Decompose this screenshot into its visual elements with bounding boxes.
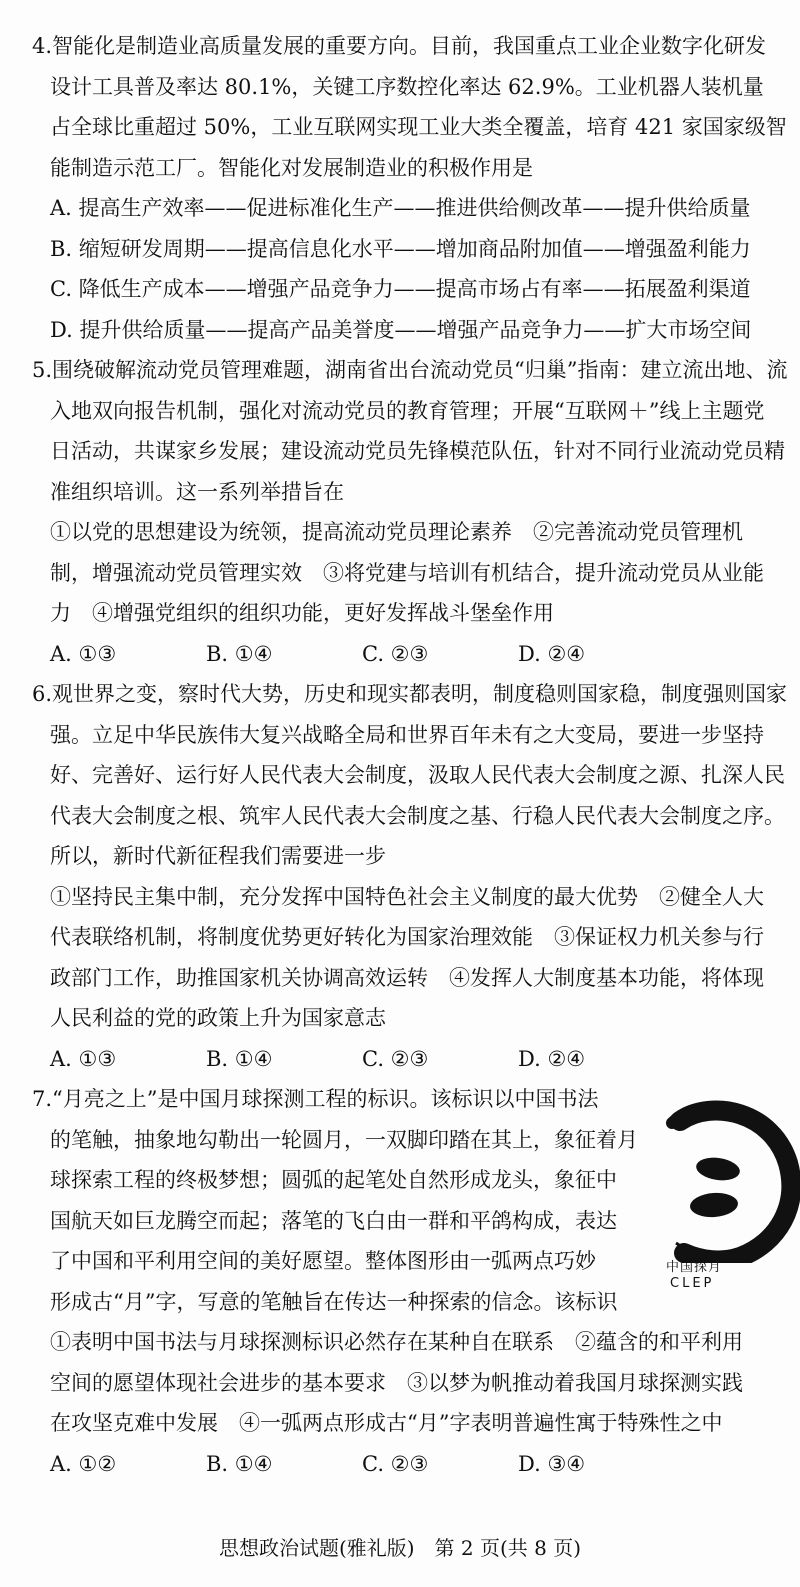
question-4-option-a: A. 提高生产效率——促进标准化生产——推进供给侧改革——提升供给质量 — [50, 196, 751, 220]
logo-text-en: CLEP — [670, 1276, 715, 1291]
choice-d: D. ②④ — [518, 1046, 586, 1071]
question-7 — [32, 1079, 780, 1484]
question-5-statement-line: 力 ④增强党组织的组织功能，更好发挥战斗堡垒作用 — [50, 601, 554, 625]
choice-c: C. ②③ — [362, 1451, 429, 1476]
question-6-statement-line: ①坚持民主集中制，充分发挥中国特色社会主义制度的最大优势 ②健全人大 — [50, 884, 764, 909]
question-5 — [32, 350, 788, 674]
question-5-statement-line: ①以党的思想建设为统领，提高流动党员理论素养 ②完善流动党员管理机 — [50, 520, 743, 544]
choice-d: D. ②④ — [518, 641, 586, 666]
question-6-stem-line: 6.观世界之变，察时代大势，历史和现实都表明，制度稳则国家稳，制度强则国家 — [32, 682, 788, 706]
question-6-stem-line: 强。立足中华民族伟大复兴战略全局和世界百年未有之大变局，要进一步坚持 — [50, 722, 764, 747]
question-6-statement-line: 政部门工作，助推国家机关协调高效运转 ④发挥人大制度基本功能，将体现 — [50, 965, 764, 990]
question-7-statement-line: 在攻坚克难中发展 ④一弧两点形成古“月”字表明普遍性寓于特殊性之中 — [50, 1411, 723, 1435]
choice-a: A. ①② — [50, 1451, 117, 1476]
question-6-stem-line: 代表大会制度之根、筑牢人民代表大会制度之基、行稳人民代表大会制度之序。 — [50, 803, 785, 828]
question-4 — [32, 26, 787, 350]
question-7-statement-line: ①表明中国书法与月球探测标识必然存在某种自在联系 ②蕴含的和平利用 — [50, 1330, 743, 1354]
page-footer: 思想政治试题(雅礼版) 第 2 页(共 8 页) — [218, 1536, 582, 1560]
question-5-stem-line: 5.围绕破解流动党员管理难题，湖南省出台流动党员“归巢”指南：建立流出地、流 — [32, 358, 788, 382]
choice-d: D. ③④ — [518, 1451, 586, 1476]
choice-a: A. ①③ — [50, 1046, 117, 1071]
choice-a: A. ①③ — [50, 641, 117, 666]
question-7-stem-line: 国航天如巨龙腾空而起；落笔的飞白由一群和平鸽构成，表达 — [50, 1208, 617, 1233]
moon-calligraphy-icon — [632, 1093, 800, 1263]
question-7-stem-line: 了中国和平利用空间的美好愿望。整体图形由一弧两点巧妙 — [50, 1249, 596, 1273]
question-5-stem-line: 准组织培训。这一系列举措旨在 — [50, 479, 344, 504]
logo-text-cn: 中国探月 — [666, 1260, 723, 1275]
question-6 — [32, 674, 788, 1079]
question-4-stem-line: 能制造示范工厂。智能化对发展制造业的积极作用是 — [50, 155, 533, 180]
choice-b: B. ①④ — [206, 641, 273, 666]
question-4-option-b: B. 缩短研发周期——提高信息化水平——增加商品附加值——增强盈利能力 — [50, 236, 751, 261]
exam-page — [32, 26, 788, 1484]
question-6-choices — [32, 1039, 780, 1080]
question-7-stem-line: 球探索工程的终极梦想；圆弧的起笔处自然形成龙头，象征中 — [50, 1168, 617, 1192]
question-4-stem-line: 设计工具普及率达 80.1%，关键工序数控化率达 62.9%。工业机器人装机量 — [50, 74, 764, 99]
question-5-statement-line: 制，增强流动党员管理实效 ③将党建与培训有机结合，提升流动党员从业能 — [50, 560, 764, 585]
choice-b: B. ①④ — [206, 1451, 273, 1476]
question-6-stem-line: 所以，新时代新征程我们需要进一步 — [50, 844, 386, 868]
question-5-stem-line: 入地双向报告机制，强化对流动党员的教育管理；开展“互联网＋”线上主题党 — [50, 398, 765, 423]
question-5-stem-line: 日活动，共谋家乡发展；建设流动党员先锋模范队伍，针对不同行业流动党员精 — [50, 439, 785, 463]
question-7-statement-line: 空间的愿望体现社会进步的基本要求 ③以梦为帆推动着我国月球探测实践 — [50, 1370, 743, 1395]
question-7-stem-line: 的笔触，抽象地勾勒出一轮圆月，一双脚印踏在其上，象征着月 — [50, 1127, 638, 1152]
question-4-stem-line: 占全球比重超过 50%，工业互联网实现工业大类全覆盖，培育 421 家国家级智 — [50, 115, 787, 139]
question-4-stem-line: 4.智能化是制造业高质量发展的重要方向。目前，我国重点工业企业数字化研发 — [32, 34, 767, 58]
question-7-stem-line: 7.“月亮之上”是中国月球探测工程的标识。该标识以中国书法 — [32, 1087, 599, 1111]
question-6-statement-line: 人民利益的党的政策上升为国家意志 — [50, 1006, 386, 1030]
question-5-choices — [32, 634, 780, 675]
question-4-option-d: D. 提升供给质量——提高产品美誉度——增强产品竞争力——扩大市场空间 — [50, 317, 752, 342]
choice-c: C. ②③ — [362, 641, 429, 666]
choice-c: C. ②③ — [362, 1046, 429, 1071]
choice-b: B. ①④ — [206, 1046, 273, 1071]
question-6-stem-line: 好、完善好、运行好人民代表大会制度，汲取人民代表大会制度之源、扎深人民 — [50, 763, 785, 787]
clep-logo — [632, 1093, 800, 1293]
question-4-option-c: C. 降低生产成本——增强产品竞争力——提高市场占有率——拓展盈利渠道 — [50, 277, 751, 301]
question-6-statement-line: 代表联络机制，将制度优势更好转化为国家治理效能 ③保证权力机关参与行 — [50, 925, 764, 949]
question-7-choices — [32, 1444, 780, 1485]
question-7-stem-line: 形成古“月”字，写意的笔触旨在传达一种探索的信念。该标识 — [50, 1289, 618, 1314]
